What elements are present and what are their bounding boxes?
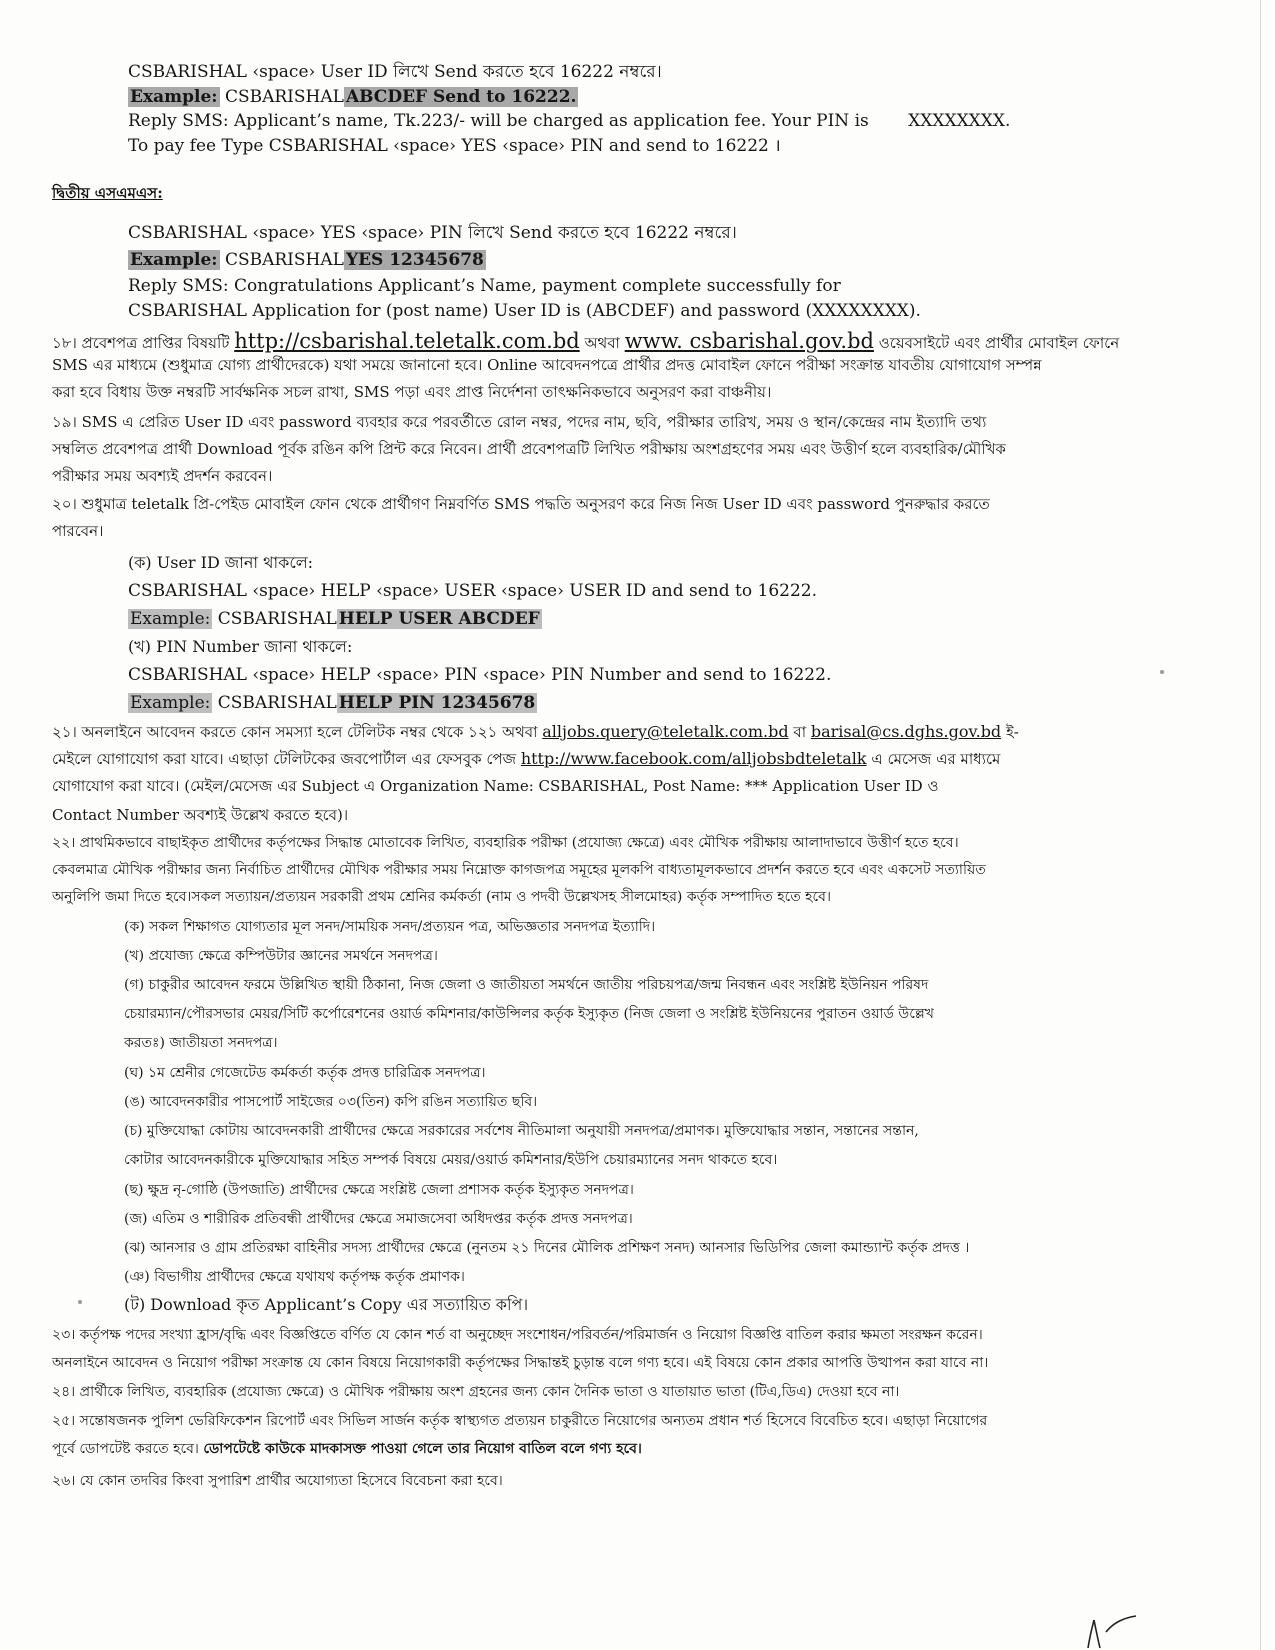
- sms2-instruction: CSBARISHAL ‹space› YES ‹space› PIN লিখে Send করতে হবে 16222 নম্বরে।: [128, 223, 737, 243]
- para-21-line4: Contact Number অবশ্যই উল্লেখ করতে হবে)।: [52, 806, 349, 824]
- list-item: (ঝ) আনসার ও গ্রাম প্রতিরক্ষা বাহিনীর সদস্য প্রার্থীদের ক্ষেত্রে (নুনতম ২১ দিনের মৌলিক প্রশিক্ষণ সনদ) আনসার ভিডিপির জেলা কমান্ড্যান্ট কর্তৃক প্রদত্ত ।: [124, 1240, 970, 1256]
- example-prefix: CSBARISHAL: [224, 87, 344, 107]
- para-22-line1: ২২। প্রাথমিকভাবে বাছাইকৃত প্রার্থীদের কর্তৃপক্ষের সিদ্ধান্ত মোতাবেক লিখিত, ব্যবহারিক পরীক্ষা (প্রযোজ্য ক্ষেত্রে) এবং মৌখিক পরীক্ষায় আলাদাভাবে উত্তীর্ণ হতে হবে।: [52, 835, 959, 851]
- para-21-text2: মেইলে যোগাযোগ করা যাবে। এছাড়া টেলিটকের জবপোর্টাল এর ফেসবুক পেজ: [52, 750, 517, 768]
- example-label: Example:: [130, 250, 218, 270]
- sms1-example: [128, 89, 578, 106]
- list-item: চেয়ারম্যান/পৌরসভার মেয়র/সিটি কর্পোরেশনের ওয়ার্ড কমিশনার/কাউন্সিলর কর্তৃক ইস্যুকৃত (নিজ জেলা ও সংশ্লিষ্ট ইউনিয়নের পুরাতন ওয়ার্ড উল্লেখ: [124, 1006, 934, 1022]
- example-prefix: CSBARISHAL: [217, 609, 337, 629]
- pin-value: XXXXXXXX.: [908, 111, 1011, 131]
- sms1-reply: [128, 113, 1010, 130]
- sms1-pay: To pay fee Type CSBARISHAL ‹space› YES ‹space› PIN and send to 16222 ।: [128, 136, 781, 156]
- scan-speck: [1160, 670, 1164, 674]
- para-23-line2: অনলাইনে আবেদন ও নিয়োগ পরীক্ষা সংক্রান্ত যে কোন বিষয়ে নিয়োগকারী কর্তৃপক্ষের সিদ্ধান্তই চুড়ান্ত বলে গণ্য হবে। এই বিষয়ে কোন প্রকার আপত্তি উত্থাপন করা যাবে না।: [52, 1355, 989, 1371]
- list-item: (ছ) ক্ষুদ্র নৃ-গোষ্ঠি (উপজাতি) প্রার্থীদের ক্ষেত্রে সংশ্লিষ্ট জেলা প্রশাসক কর্তৃক ইস্যুকৃত সনদপত্র।: [124, 1182, 634, 1198]
- facebook-link[interactable]: http://www.facebook.com/alljobsbdteletalk: [520, 749, 867, 768]
- para-25-text: পূর্বে ডোপটেষ্ট করতে হবে।: [52, 1441, 199, 1457]
- para-20-kha-cmd: CSBARISHAL ‹space› HELP ‹space› PIN ‹space› PIN Number and send to 16222.: [128, 665, 832, 685]
- para-18-line1: [52, 331, 1228, 352]
- sms2-reply-1: Reply SMS: Congratulations Applicant’s Name, payment complete successfully for: [128, 276, 841, 296]
- example-label: Example:: [130, 693, 211, 713]
- list-item: (ট) Download কৃত Applicant’s Copy এর সত্যায়িত কপি।: [124, 1295, 529, 1314]
- example-prefix: CSBARISHAL: [217, 693, 337, 713]
- para-18-or: অথবা: [584, 334, 620, 352]
- para-21-or: বা: [793, 723, 807, 741]
- example-value: ABCDEF Send to 16222.: [345, 87, 577, 107]
- para-18-tail: ওয়েবসাইটে এবং প্রার্থীর মোবাইল ফোনে: [878, 334, 1120, 352]
- example-value: YES 12345678: [345, 250, 484, 270]
- email-dghs[interactable]: barisal@cs.dghs.gov.bd: [810, 722, 1002, 741]
- sms1-instruction: CSBARISHAL ‹space› User ID লিখে Send করতে হবে 16222 নম্বরে।: [128, 62, 662, 82]
- list-item: (ঞ) বিভাগীয় প্রার্থীদের ক্ষেত্রে যথাযথ কর্তৃপক্ষ কর্তৃক প্রমাণক।: [124, 1269, 465, 1285]
- sms2-example: [128, 252, 486, 269]
- example-label: Example:: [130, 87, 218, 107]
- reply-text: Reply SMS: Applicant’s name, Tk.223/- will be charged as application fee. Your PIN is: [128, 111, 869, 131]
- list-item: (ক) সকল শিক্ষাগত যোগ্যতার মূল সনদ/সাময়িক সনদ/প্রত্যয়ন পত্র, অভিজ্ঞতার সনদপত্র ইত্যাদি।: [124, 919, 656, 935]
- example-prefix: CSBARISHAL: [224, 250, 344, 270]
- para-24: ২৪। প্রার্থীকে লিখিত, ব্যবহারিক (প্রযোজ্য ক্ষেত্রে) ও মৌখিক পরীক্ষায় অংশ গ্রহনের জন্য কোন দৈনিক ভাতা ও যাতায়াত ভাতা (টিএ,ডিএ) দেওয়া হবে না।: [52, 1384, 900, 1400]
- para-26: ২৬। যে কোন তদবির কিংবা সুপারিশ প্রার্থীর অযোগ্যতা হিসেবে বিবেচনা করা হবে।: [52, 1473, 503, 1489]
- list-item: (চ) মুক্তিযোদ্ধা কোটায় আবেদনকারী প্রার্থীদের ক্ষেত্রে সরকারের সর্বশেষ নীতিমালা অনুযায়ী সনদপত্র/প্রমাণক। মুক্তিযোদ্ধার সন্তান, সন্তানের সন্তান,: [124, 1123, 919, 1139]
- page-edge: [1260, 0, 1261, 1650]
- para-21-line2: [52, 751, 1228, 767]
- para-21-text: ২১। অনলাইনে আবেদন করতে কোন সমস্যা হলে টেলিটক নম্বর থেকে ১২১ অথবা: [52, 723, 538, 741]
- example-label: Example:: [130, 609, 211, 629]
- para-20-kha: (খ) PIN Number জানা থাকলে:: [128, 637, 353, 656]
- sms2-reply-2: CSBARISHAL Application for (post name) User ID is (ABCDEF) and password (XXXXXXXX).: [128, 301, 921, 321]
- para-18-text: ১৮। প্রবেশপত্র প্রাপ্তির বিষয়টি: [52, 334, 230, 352]
- list-item: (জ) এতিম ও শারীরিক প্রতিবন্ধী প্রার্থীদের ক্ষেত্রে সমাজসেবা অধিদপ্তর কর্তৃক প্রদত্ত সনদপত্র।: [124, 1211, 633, 1227]
- list-item: (ঘ) ১ম শ্রেনীর গেজেটেড কর্মকর্তা কর্তৃক প্রদত্ত চারিত্রিক সনদপত্র।: [124, 1065, 486, 1081]
- para-20-ka-example: [128, 611, 542, 628]
- para-18-line3: করা হবে বিধায় উক্ত নম্বরটি সার্বক্ষনিক সচল রাখা, SMS পড়া এবং প্রাপ্ত নির্দেশনা তাৎক্ষনিকভাবে অনুসরণ করা বাঞ্চনীয়।: [52, 383, 772, 401]
- url-teletalk[interactable]: http://csbarishal.teletalk.com.bd: [234, 329, 580, 353]
- para-22-line2: কেবলমাত্র মৌখিক পরীক্ষার জন্য নির্বাচিত প্রার্থীদের মৌখিক পরীক্ষার সময় নিম্নোক্ত কাগজপত্র সমূহের মূলকপি বাধ্যতামূলকভাবে প্রদর্শন করতে হবে এবং একসেট সত্যায়িত: [52, 862, 986, 878]
- email-teletalk[interactable]: alljobs.query@teletalk.com.bd: [542, 722, 789, 741]
- list-item: (খ) প্রযোজ্য ক্ষেত্রে কম্পিউটার জ্ঞানের সমর্থনে সনদপত্র।: [124, 948, 438, 964]
- para-21-tail: ই-: [1005, 723, 1019, 741]
- list-item: (গ) চাকুরীর আবেদন ফরমে উল্লিখিত স্থায়ী ঠিকানা, নিজ জেলা ও জাতীয়তা সমর্থনে জাতীয় পরিচয়পত্র/জন্ম নিবন্ধন এবং সংশ্লিষ্ট ইউনিয়ন পরিষদ: [124, 977, 929, 993]
- para-19-line1: ১৯। SMS এ প্রেরিত User ID এবং password ব্যবহার করে পরবর্তীতে রোল নম্বর, পদের নাম, ছবি, পরীক্ষার তারিখ, সময় ও স্থান/কেন্দ্রের নাম ইত্যাদি তথ্য: [52, 413, 987, 431]
- second-sms-heading: দ্বিতীয় এসএমএস:: [52, 184, 163, 202]
- list-item: কোটার আবেদনকারীকে মুক্তিযোদ্ধার সহিত সম্পর্ক বিষয়ে মেয়র/ওয়ার্ড কমিশনার/ইউপি চেয়ারম্যানের সনদ থাকতে হবে।: [124, 1152, 778, 1168]
- para-21-line1: [52, 724, 1228, 740]
- para-20-line2: পারবেন।: [52, 522, 104, 540]
- example-value: HELP USER ABCDEF: [338, 609, 540, 629]
- para-19-line3: পরীক্ষার সময় অবশ্যই প্রদর্শন করবেন।: [52, 467, 273, 485]
- para-20-kha-example: [128, 695, 537, 712]
- scan-speck: [78, 1300, 82, 1304]
- para-22-line3: অনুলিপি জমা দিতে হবে।সকল সত্যায়ন/প্রত্যয়ন সরকারী প্রথম শ্রেনির কর্মকর্তা (নাম ও পদবী উল্লেখসহ সীলমোহর) কর্তৃক সম্পাদিত হতে হবে।: [52, 889, 831, 905]
- para-20-line1: ২০। শুধুমাত্র teletalk প্রি-পেইড মোবাইল ফোন থেকে প্রার্থীগণ নিম্নবর্ণিত SMS পদ্ধতি অনুসরণ করে নিজ নিজ User ID এবং password পুনরুদ্ধার করতে: [52, 495, 990, 513]
- para-21-line3: যোগাযোগ করা যাবে। (মেইল/মেসেজ এর Subject এ Organization Name: CSBARISHAL, Post Name: *** Application User ID ও: [52, 777, 939, 795]
- url-gov[interactable]: www. csbarishal.gov.bd: [624, 329, 874, 353]
- para-19-line2: সম্বলিত প্রবেশপত্র প্রার্থী Download পূর্বক রঙিন কপি প্রিন্ট করে নিবেন। প্রার্থী প্রবেশপত্রটি লিখিত পরীক্ষায় অংশগ্রহণের সময় এবং উত্তীর্ণ হলে ব্যবহারিক/মৌখিক: [52, 440, 1006, 458]
- para-20-ka-cmd: CSBARISHAL ‹space› HELP ‹space› USER ‹space› USER ID and send to 16222.: [128, 581, 817, 601]
- example-value: HELP PIN 12345678: [338, 693, 536, 713]
- list-item: করতঃ) জাতীয়তা সনদপত্র।: [124, 1035, 278, 1051]
- para-25-line1: ২৫। সন্তোষজনক পুলিশ ভেরিফিকেশন রিপোর্ট এবং সিভিল সার্জন কর্তৃক স্বাস্থ্যগত প্রত্যয়ন চাকুরীতে নিয়োগের অন্যতম প্রধান শর্ত হিসেবে বিবেচিত হবে। এছাড়া নিয়োগের: [52, 1413, 988, 1429]
- para-25-bold: ডোপটেষ্টে কাউকে মাদকাসক্ত পাওয়া গেলে তার নিয়োগ বাতিল বলে গণ্য হবে।: [203, 1441, 642, 1457]
- para-21-tail2: এ মেসেজ এর মাধ্যমে: [871, 750, 1001, 768]
- para-18-line2: SMS এর মাধ্যমে (শুধুমাত্র যোগ্য প্রার্থীদেরকে) যথা সময়ে জানানো হবে। Online আবেদনপত্রে প্রার্থীর প্রদত্ত মোবাইল ফোনে পরীক্ষা সংক্রান্ত যাবতীয় যোগাযোগ সম্পন্ন: [52, 356, 1042, 374]
- para-23-line1: ২৩। কর্তৃপক্ষ পদের সংখ্যা হ্রাস/বৃদ্ধি এবং বিজ্ঞপ্তিতে বর্ণিত যে কোন শর্ত বা অনুচ্ছেদ সংশোধন/পরিবর্তন/পরিমার্জন ও নিয়োগ বিজ্ঞপ্তি বাতিল করার ক্ষমতা সংরক্ষন করেন।: [52, 1327, 983, 1343]
- list-item: (ঙ) আবেদনকারীর পাসপোর্ট সাইজের ০৩(তিন) কপি রঙিন সত্যায়িত ছবি।: [124, 1094, 538, 1110]
- signature-mark: [1080, 1600, 1140, 1650]
- para-20-ka: (ক) User ID জানা থাকলে:: [128, 553, 314, 572]
- para-25-line2: [52, 1442, 1228, 1456]
